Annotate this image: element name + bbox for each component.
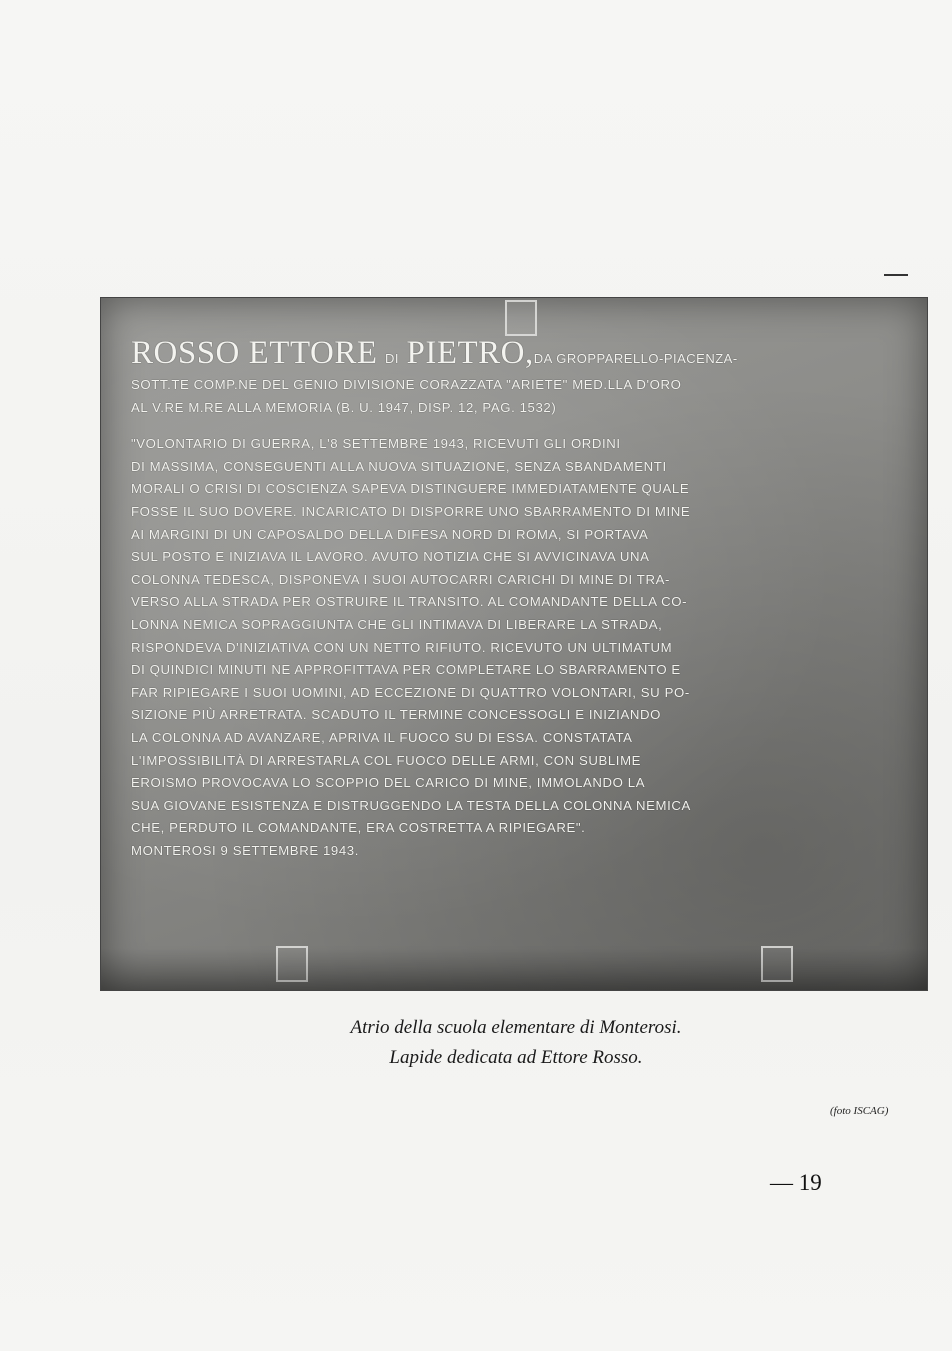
plaque-bottom-edge [101,948,927,990]
inscription-line: "VOLONTARIO DI GUERRA, L'8 SETTEMBRE 1943, RICEVUTI GLI ORDINI [131,436,621,452]
inscription-line: FAR RIPIEGARE I SUOI UOMINI, AD ECCEZIONE DI QUATTRO VOLONTARI, SU PO- [131,684,690,700]
photo-caption-line-1: Atrio della scuola elementare di Monterosi. [350,1017,682,1038]
inscription-line: COLONNA TEDESCA, DISPONEVA I SUOI AUTOCARRI CARICHI DI MINE DI TRA- [131,571,670,587]
inscription-line: CHE, PERDUTO IL COMANDANTE, ERA COSTRETTA A RIPIEGARE". [131,820,586,836]
margin-mark [884,274,908,276]
plaque-fixing-top [505,300,537,336]
page-number: — 19 [770,1170,822,1195]
inscription-line: L'IMPOSSIBILITÀ DI ARRESTARLA COL FUOCO DELLE ARMI, CON SUBLIME [131,752,642,768]
inscription-origin: DA GROPPARELLO-PIACENZA- [533,351,738,366]
plaque-inscription [131,335,911,862]
inscription-line: SUL POSTO E INIZIAVA IL LAVORO. AVUTO NOTIZIA CHE SI AVVICINAVA UNA [131,549,650,565]
inscription-line: LONNA NEMICA SOPRAGGIUNTA CHE GLI INTIMAVA DI LIBERARE LA STRADA, [131,616,663,632]
inscription-line: SIZIONE PIÙ ARRETRATA. SCADUTO IL TERMINE CONCESSOGLI E INIZIANDO [131,707,661,723]
inscription-line: RISPONDEVA D'INIZIATIVA CON UN NETTO RIFIUTO. RICEVUTO UN ULTIMATUM [131,639,673,655]
inscription-line: FOSSE IL SUO DOVERE. INCARICATO DI DISPORRE UNO SBARRAMENTO DI MINE [131,503,691,519]
inscription-di: DI [385,351,400,366]
inscription-title [131,335,911,374]
inscription-father: PIETRO, [406,335,534,371]
inscription-line: MORALI O CRISI DI COSCIENZA SAPEVA DISTINGUERE IMMEDIATAMENTE QUALE [131,481,690,497]
plaque-photo [101,298,927,990]
inscription-line: DI QUINDICI MINUTI NE APPROFITTAVA PER COMPLETARE LO SBARRAMENTO E [131,662,681,678]
photo-credit: (foto ISCAG) [830,1105,889,1117]
inscription-line: VERSO ALLA STRADA PER OSTRUIRE IL TRANSITO. AL COMANDANTE DELLA CO- [131,594,688,610]
photo-caption-line-2: Lapide dedicata ad Ettore Rosso. [389,1047,643,1068]
inscription-line: SUA GIOVANE ESISTENZA E DISTRUGGENDO LA TESTA DELLA COLONNA NEMICA [131,797,691,813]
inscription-line: LA COLONNA AD AVANZARE, APRIVA IL FUOCO SU DI ESSA. CONSTATATA [131,729,633,745]
inscription-header-line: SOTT.TE COMP.NE DEL GENIO DIVISIONE CORAZZATA "ARIETE" MED.LLA D'ORO [131,377,682,392]
inscription-line: MONTEROSI 9 SETTEMBRE 1943. [131,842,359,858]
inscription-line: EROISMO PROVOCAVA LO SCOPPIO DEL CARICO DI MINE, IMMOLANDO LA [131,775,646,791]
inscription-line: DI MASSIMA, CONSEGUENTI ALLA NUOVA SITUAZIONE, SENZA SBANDAMENTI [131,458,667,474]
inscription-name: ROSSO ETTORE [131,335,378,371]
inscription-line: AI MARGINI DI UN CAPOSALDO DELLA DIFESA NORD DI ROMA, SI PORTAVA [131,526,649,542]
inscription-header-line: AL V.RE M.RE ALLA MEMORIA (B. U. 1947, DISP. 12, PAG. 1532) [131,399,557,415]
